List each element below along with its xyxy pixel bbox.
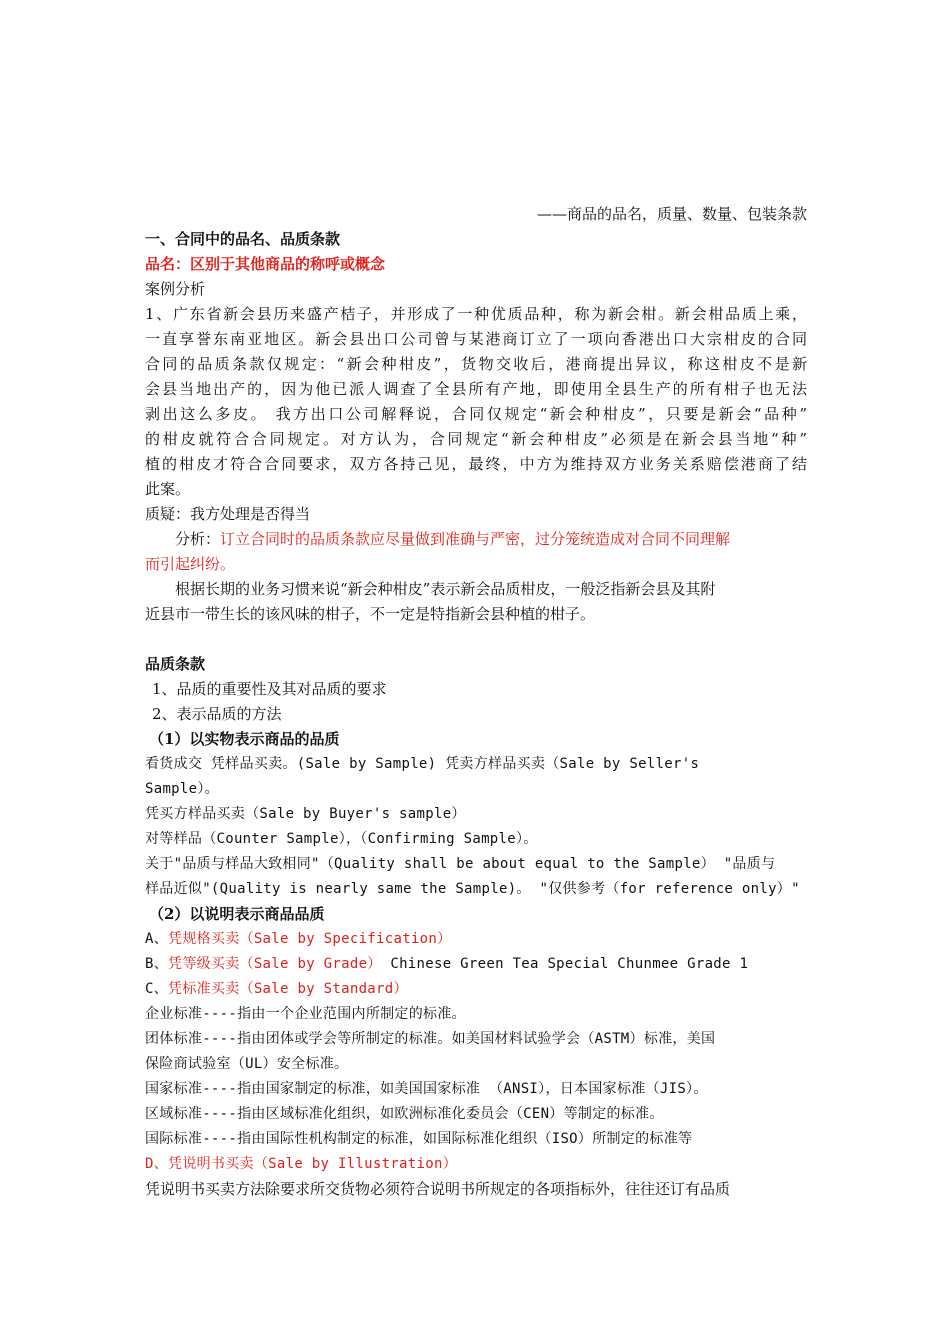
product-name-definition: 品名：区别于其他商品的称呼或概念: [145, 255, 386, 273]
analysis-paragraph: 根据长期的业务习惯来说“新会种柑皮”表示新会品质柑皮，一般泛指新会县及其附: [175, 580, 716, 598]
method-d-title: D、凭说明书买卖（Sale by Illustration）: [145, 1156, 458, 1172]
sample-line: Sample）。: [145, 781, 219, 797]
method-b-prefix: B、: [145, 956, 169, 972]
analysis-label: 分析：: [175, 530, 221, 548]
method-b-title: 凭等级买卖（Sale by Grade）: [168, 956, 382, 972]
method-a-title: 凭规格买卖（Sale by Specification）: [168, 931, 452, 947]
standard-line: 保险商试验室（UL）安全标准。: [145, 1056, 349, 1072]
analysis-line: [145, 527, 807, 552]
case-line: 一直享誉东南亚地区。新会县出口公司曾与某港商订立了一项向香港出口大宗柑皮的合同: [145, 330, 807, 348]
method-c-title: 凭标准买卖（Sale by Standard）: [168, 981, 408, 997]
analysis-highlight-continued: 而引起纠纷。: [145, 555, 236, 573]
quality-heading: 品质条款: [145, 655, 206, 673]
sample-line: 看货成交 凭样品买卖。(Sale by Sample) 凭卖方样品买卖（Sale by Seller's: [145, 756, 700, 772]
case-line: 此案。: [145, 480, 191, 498]
case-line: 会县当地出产的，因为他已派人调查了全县所有产地，即使用全县生产的所有柑子也无法: [145, 380, 807, 398]
quality-subheading: （2）以说明表示商品品质: [149, 905, 325, 923]
buyer-sample-line: 凭买方样品买卖（Sale by Buyer's sample）: [145, 806, 466, 822]
question-line: 质疑：我方处理是否得当: [145, 505, 311, 523]
method-c-prefix: C、: [145, 981, 169, 997]
quality-item: 1、品质的重要性及其对品质的要求: [152, 680, 387, 698]
standard-line: 企业标准----指由一个企业范围内所制定的标准。: [145, 1006, 466, 1022]
about-sample-line: 关于"品质与样品大致相同"（Quality shall be about equal to the Sample） "品质与: [145, 856, 776, 872]
quality-subheading: （1）以实物表示商品的品质: [149, 730, 340, 748]
document-subtitle: ——商品的品名，质量、数量、包装条款: [536, 205, 807, 223]
illustration-line: 凭说明书买卖方法除要求所交货物必须符合说明书所规定的各项指标外，往往还订有品质: [145, 1180, 731, 1198]
method-c-line: [145, 977, 807, 1002]
case-line: 植的柑皮才符合合同要求，双方各持己见，最终，中方为维持双方业务关系赔偿港商了结: [145, 455, 807, 473]
section-heading: 一、合同中的品名、品质条款: [145, 230, 341, 248]
standard-line: 团体标准----指由团体或学会等所制定的标准。如美国材料试验学会（ASTM）标准，美国: [145, 1031, 716, 1047]
case-line: 剥出这么多皮。 我方出口公司解释说，合同仅规定“新会种柑皮”，只要是新会“品种”: [145, 405, 807, 423]
case-label: 案例分析: [145, 280, 206, 298]
document-page: [145, 202, 807, 1202]
method-a-line: [145, 927, 807, 952]
case-line: 的柑皮就符合合同规定。对方认为，合同规定“新会种柑皮”必须是在新会县当地“种”: [145, 430, 807, 448]
case-line: 合同的品质条款仅规定：“新会种柑皮”，货物交收后，港商提出异议，称这柑皮不是新: [145, 355, 807, 373]
analysis-paragraph: 近县市一带生长的该风味的柑子，不一定是特指新会县种植的柑子。: [145, 605, 596, 623]
analysis-highlight: 订立合同时的品质条款应尽量做到准确与严密，过分笼统造成对合同不同理解: [220, 530, 731, 548]
standard-line: 区域标准----指由区域标准化组织，如欧洲标准化委员会（CEN）等制定的标准。: [145, 1106, 664, 1122]
blank-line: [145, 627, 807, 652]
method-a-prefix: A、: [145, 931, 169, 947]
quality-item: 2、表示品质的方法: [152, 705, 282, 723]
case-line: 1、广东省新会县历来盛产桔子，并形成了一种优质品种，称为新会柑。新会柑品质上乘，: [145, 305, 807, 323]
method-b-example: Chinese Green Tea Special Chunmee Grade 1: [381, 956, 749, 972]
about-sample-line: 样品近似"(Quality is nearly same the Sample)。 "仅供参考（for reference only）": [145, 881, 800, 897]
standard-line: 国家标准----指由国家制定的标准，如美国国家标准 （ANSI），日本国家标准（JIS）。: [145, 1081, 708, 1097]
counter-sample-line: 对等样品（Counter Sample），（Confirming Sample）。: [145, 831, 538, 847]
standard-line: 国际标准----指由国际性机构制定的标准，如国际标准化组织（ISO）所制定的标准等: [145, 1131, 693, 1147]
method-b-line: [145, 952, 807, 977]
